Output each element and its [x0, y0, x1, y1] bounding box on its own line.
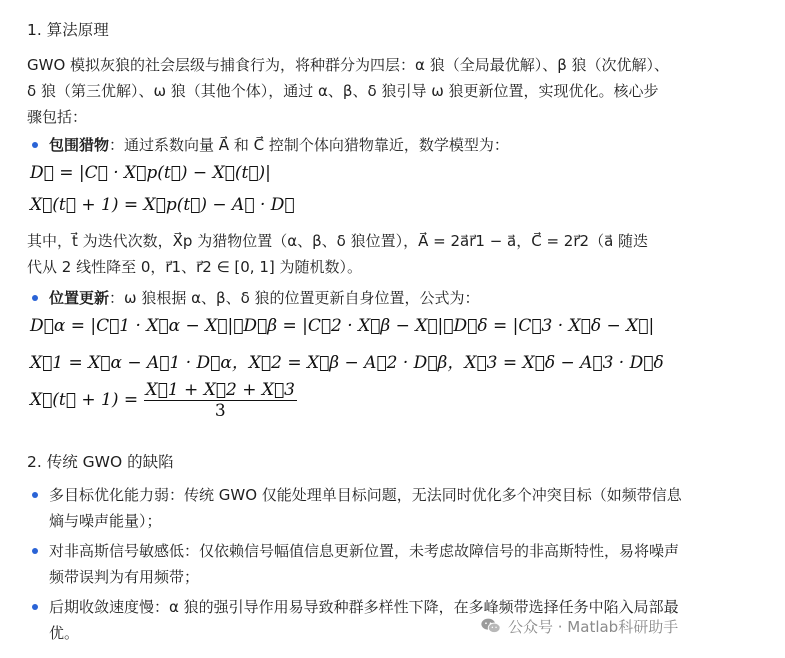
- bullet-dot: [32, 142, 38, 148]
- bullet-text: ：ω 狼根据 α、β、δ 狼的位置更新自身位置，公式为：: [109, 289, 480, 307]
- defect-line: 频带误判为有用频带；: [49, 568, 200, 586]
- intro-line: 骤包括：: [27, 108, 88, 126]
- defect-item: [27, 482, 737, 534]
- bullet-dot: [32, 604, 38, 610]
- watermark: [480, 615, 678, 637]
- explanation-line: 代从 2 线性降至 0，r⃗1、r⃗2 ∈ [0, 1] 为随机数）。: [27, 258, 363, 276]
- intro-line: δ 狼（第三优解）、ω 狼（其他个体），通过 α、β、δ 狼引导 ω 狼更新位置，实现优化。核心步: [27, 82, 659, 100]
- fraction-denominator: 3: [214, 401, 226, 421]
- equation-fraction: [30, 380, 297, 421]
- intro-paragraph: [27, 52, 739, 130]
- fraction: [144, 380, 297, 421]
- bullet-item: [27, 132, 737, 158]
- equation-lhs: X⃗(t⃗ + 1) =: [30, 390, 139, 410]
- fraction-numerator: X⃗1 + X⃗2 + X⃗3: [145, 380, 295, 400]
- equation: X⃗1 = X⃗α − A⃗1 · D⃗α，X⃗2 = X⃗β − A⃗2 · D⃗β，X⃗3 = X⃗δ − A⃗3 · D⃗δ: [30, 353, 664, 373]
- defect-line: 多目标优化能力弱：传统 GWO 仅能处理单目标问题，无法同时优化多个冲突目标（如频带信息: [49, 486, 682, 504]
- section-heading-1: 1. 算法原理: [27, 21, 109, 39]
- explanation-paragraph: [27, 228, 739, 280]
- watermark-text: 公众号 · Matlab科研助手: [508, 617, 679, 636]
- wechat-icon: [480, 615, 502, 637]
- explanation-line: 其中，t⃗ 为迭代次数，X⃗p 为猎物位置（α、β、δ 狼位置），A⃗ = 2a⃗r⃗1 − a⃗，C⃗ = 2r⃗2（a⃗ 随迭: [27, 232, 649, 250]
- equation: X⃗(t⃗ + 1) = X⃗p(t⃗) − A⃗ · D⃗: [30, 195, 295, 215]
- bullet-item: [27, 285, 737, 311]
- section-heading-2: 2. 传统 GWO 的缺陷: [27, 453, 174, 471]
- defect-line: 对非高斯信号敏感低：仅依赖信号幅值信息更新位置，未考虑故障信号的非高斯特性，易将噪声: [49, 542, 680, 560]
- bullet-dot: [32, 548, 38, 554]
- bullet-text: ：通过系数向量 A⃗ 和 C⃗ 控制个体向猎物靠近，数学模型为：: [109, 136, 509, 154]
- defect-line: 优。: [49, 624, 80, 642]
- defect-line: 后期收敛速度慢：α 狼的强引导作用易导致种群多样性下降，在多峰频带选择任务中陷入局部最: [49, 598, 679, 616]
- bullet-dot: [32, 492, 38, 498]
- bullet-dot: [32, 295, 38, 301]
- bullet-title: 位置更新: [49, 289, 110, 307]
- equation: D⃗α = |C⃗1 · X⃗α − X⃗|，D⃗β = |C⃗2 · X⃗β − X⃗|，D⃗δ = |C⃗3 · X⃗δ − X⃗|: [30, 316, 655, 336]
- defect-item: [27, 538, 737, 590]
- intro-line: GWO 模拟灰狼的社会层级与捕食行为，将种群分为四层：α 狼（全局最优解）、β 狼（次优解）、: [27, 56, 670, 74]
- bullet-title: 包围猎物: [49, 136, 110, 154]
- defect-line: 熵与噪声能量）；: [49, 512, 162, 530]
- equation: D⃗ = |C⃗ · X⃗p(t⃗) − X⃗(t⃗)|: [30, 163, 271, 183]
